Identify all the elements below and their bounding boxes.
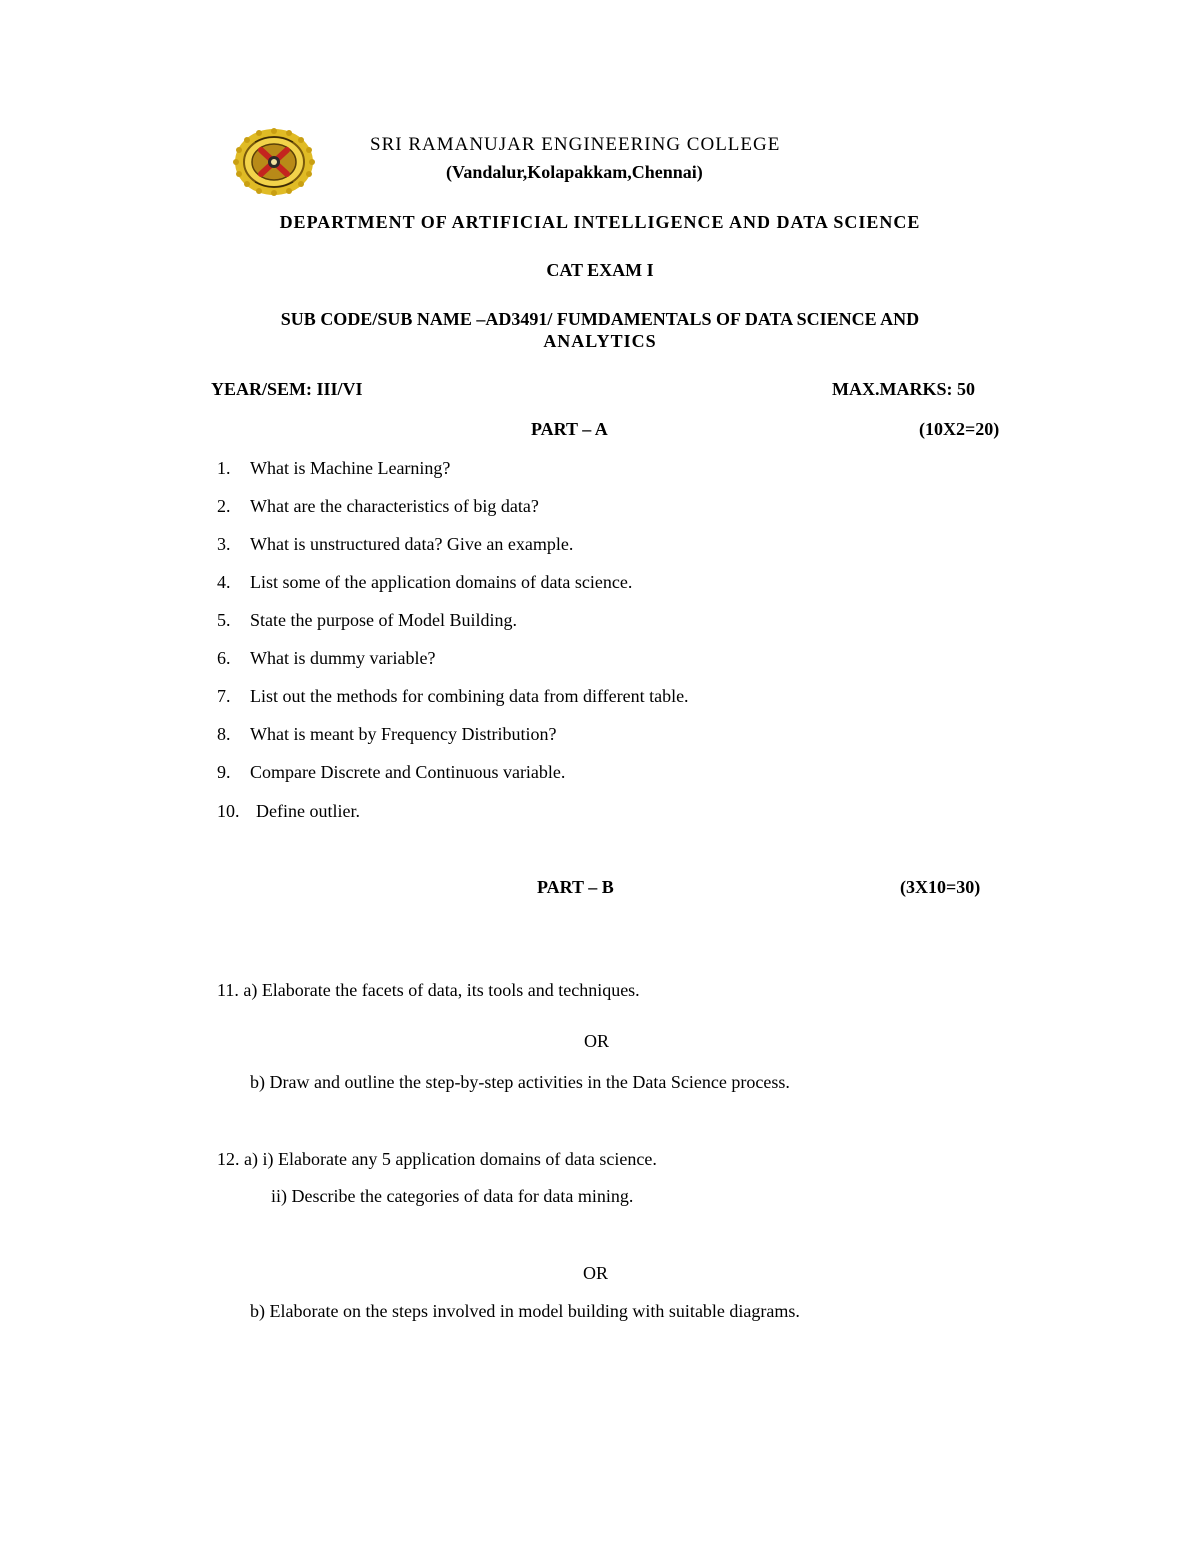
department-title: DEPARTMENT OF ARTIFICIAL INTELLIGENCE AND DATA SCIENCE [279, 212, 921, 232]
question-text: Define outlier. [256, 801, 360, 821]
question-number: 8. [217, 724, 231, 744]
question-12a-ii: ii) Describe the categories of data for data mining. [271, 1186, 634, 1206]
question-text: What is unstructured data? Give an example. [250, 534, 574, 554]
question-11b: b) Draw and outline the step-by-step activities in the Data Science process. [250, 1072, 790, 1092]
question-number: 10. [217, 801, 240, 821]
question-number: 7. [217, 686, 231, 706]
college-location: (Vandalur,Kolapakkam,Chennai) [446, 162, 703, 182]
or-separator: OR [583, 1263, 609, 1283]
part-a-title: PART – A [531, 419, 608, 439]
question-number: 2. [217, 496, 231, 516]
subject-line-2: ANALYTICS [543, 331, 657, 351]
question-text: Compare Discrete and Continuous variable. [250, 762, 566, 782]
max-marks: MAX.MARKS: 50 [832, 379, 975, 399]
question-text: What is dummy variable? [250, 648, 436, 668]
question-text: State the purpose of Model Building. [250, 610, 517, 630]
question-text: List some of the application domains of data science. [250, 572, 633, 592]
question-number: 9. [217, 762, 231, 782]
question-text: What is meant by Frequency Distribution? [250, 724, 557, 744]
part-b-title: PART – B [537, 877, 614, 897]
college-name: SRI RAMANUJAR ENGINEERING COLLEGE [370, 134, 781, 155]
question-number: 3. [217, 534, 231, 554]
question-number: 6. [217, 648, 231, 668]
question-text: List out the methods for combining data from different table. [250, 686, 689, 706]
question-number: 5. [217, 610, 231, 630]
question-number: 4. [217, 572, 231, 592]
exam-title: CAT EXAM I [546, 260, 654, 280]
college-emblem-icon [233, 128, 315, 196]
question-text: What is Machine Learning? [250, 458, 451, 478]
part-a-marks: (10X2=20) [919, 419, 1000, 439]
question-text: What are the characteristics of big data? [250, 496, 539, 516]
or-separator: OR [584, 1031, 610, 1051]
part-b-marks: (3X10=30) [900, 877, 981, 897]
question-12a-i: 12. a) i) Elaborate any 5 application domains of data science. [217, 1149, 657, 1169]
year-sem: YEAR/SEM: III/VI [211, 379, 363, 399]
question-11a: 11. a) Elaborate the facets of data, its tools and techniques. [217, 980, 640, 1000]
question-12b: b) Elaborate on the steps involved in model building with suitable diagrams. [250, 1301, 800, 1321]
question-number: 1. [217, 458, 231, 478]
subject-line-1: SUB CODE/SUB NAME –AD3491/ FUMDAMENTALS OF DATA SCIENCE AND [280, 309, 920, 329]
